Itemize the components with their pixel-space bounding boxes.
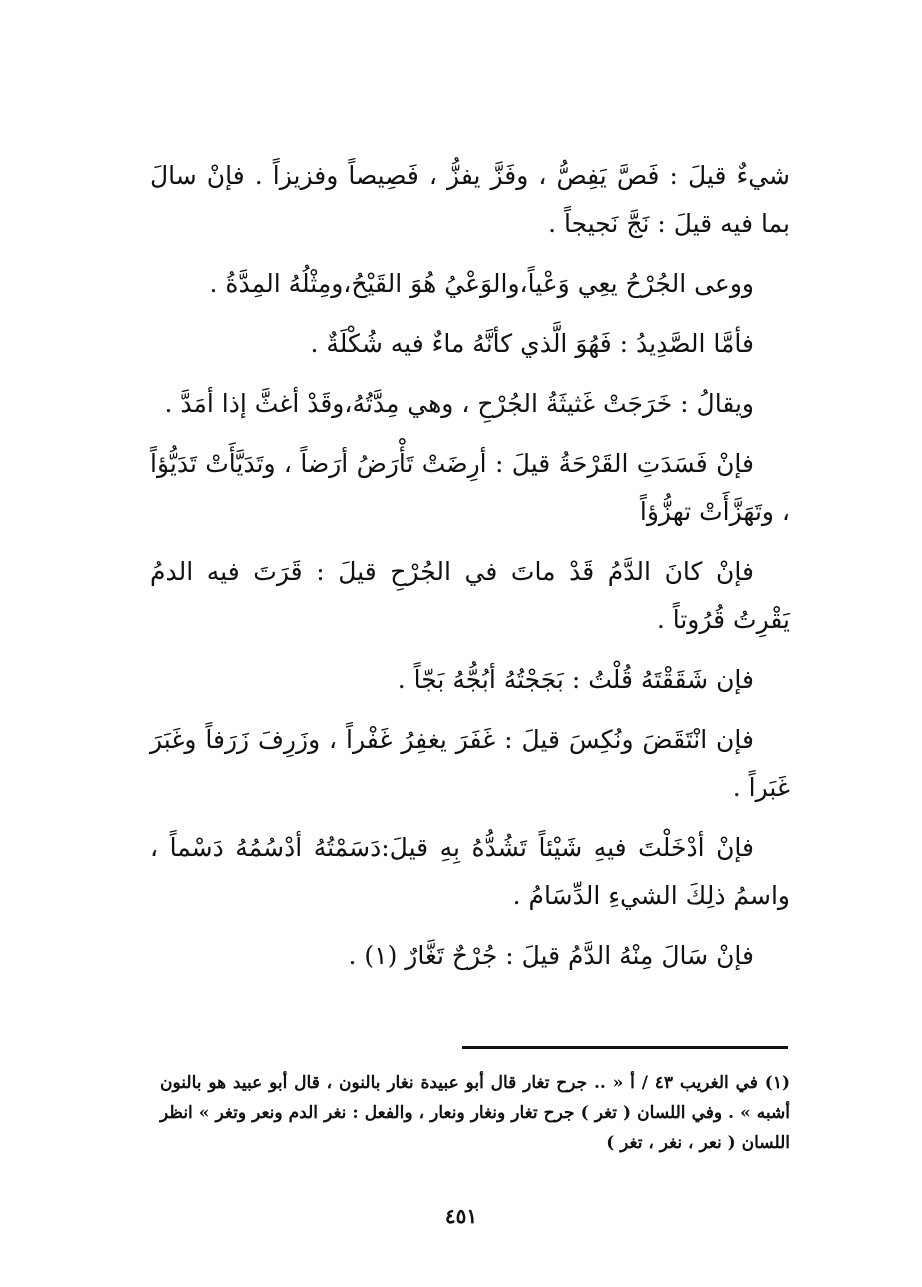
footnote: (١) في الغريب ٤٣ / أ « .. جرح تغار قال أبو عبيدة نغار بالنون ، قال أبو عبيد هو بالنون أشبه » . وفي اللسان ( تغر ) جرح تغار ونغار ونعار ، والفعل : نغر الدم ونعر وتغر » انظر اللسان ( نعر ، نغر ، تغر ) (160, 1073, 790, 1153)
paragraph: فإنْ سَالَ مِنْهُ الدَّمُ قيلَ : جُرْحٌ تَغَّارٌ (١) . (348, 941, 754, 970)
paragraph: فإن انْتَقَضَ ونُكِسَ قيلَ : غَفَرَ يغفِرُ غَفْراً ، وزَرِفَ زَرَفاً وغَبَرَ غَبَراً . (150, 725, 790, 802)
main-text (150, 152, 790, 992)
paragraph: ويقالُ : خَرَجَتْ غَثيثَةُ الجُرْحِ ، وهي مِدَّتُهُ،وقَدْ أغثَّ إذا أمَدَّ . (164, 389, 754, 418)
paragraph: فإنْ أدْخَلْتَ فيهِ شَيْئاً تَشُدُّهُ بِهِ قيلَ:دَسَمْتُهُ أدْسُمُهُ دَسْماً ، واسمُ ذلِكَ الشيءِ الدِّسَامُ . (150, 833, 790, 910)
paragraph: فإنْ فَسَدَتِ القَرْحَةُ قيلَ : أرِضَتْ تَأْرَضُ أرَضاً ، وتَدَيَّأَتْ تَدَيُّؤاً ، وتَهَزَّأَتْ تهزُّؤاً (150, 449, 790, 526)
paragraph: شيءٌ قيلَ : فَصَّ يَفِصُّ ، وفَزَّ يفزُّ ، فَصِيصاً وفزيزاً . فإنْ سالَ بما فيه قيلَ : نَجَّ نَجيجاً . (150, 161, 790, 238)
paragraph: فإنْ كانَ الدَّمُ قَدْ ماتَ في الجُرْحِ قيلَ : قَرَتَ فيه الدمُ يَقْرِتُ قُرُوتاً . (150, 557, 790, 634)
paragraph: ووعى الجُرْحُ يعِي وَعْياً،والوَعْيُ هُوَ القَيْحُ،ومِثْلُهُ المِدَّةُ . (209, 269, 754, 298)
footnote-separator (462, 1046, 788, 1049)
paragraph: فأمَّا الصَّدِيدُ : فَهُوَ الَّذي كأنَّهُ ماءٌ فيه شُكْلَةٌ . (310, 329, 754, 358)
paragraph: فإن شَقَقْتَهُ قُلْتُ : بَجَجْتُهُ أبُجُّهُ بَجّاً . (397, 665, 754, 694)
page-number: ٤٥١ (444, 1204, 478, 1228)
